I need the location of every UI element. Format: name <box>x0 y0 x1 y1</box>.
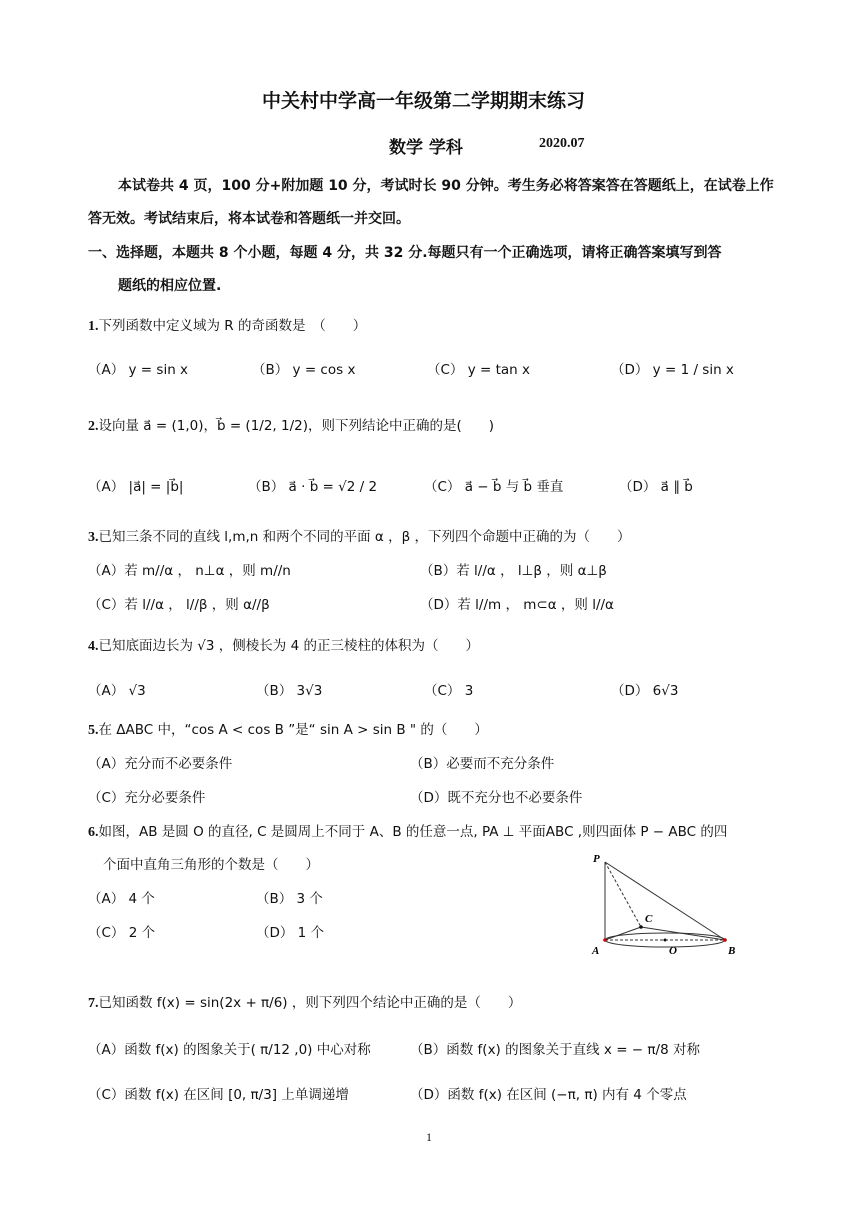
question-stem: 设向量 a⃗ = (1,0)，b⃗ = (1/2, 1/2)，则下列结论中正确的是( ) <box>98 418 495 434</box>
q1-option-b: （B） y = cos x <box>252 362 356 378</box>
question-number: 4. <box>88 639 99 654</box>
label-c: C <box>645 913 653 925</box>
question-number: 5. <box>88 723 99 738</box>
q5-option-d: （D）既不充分也不必要条件 <box>410 790 583 806</box>
question-stem: 已知三条不同的直线 l,m,n 和两个不同的平面 α ，β ，下列四个命题中正确的为（ ） <box>98 529 631 545</box>
q4-option-a: （A） √3 <box>88 683 146 699</box>
section-heading-line-1: 一、选择题，本题共 8 个小题，每题 4 分，共 32 分.每题只有一个正确选项，请将正确答案填写到答 <box>88 245 722 261</box>
q5-option-a: （A）充分而不必要条件 <box>88 756 233 772</box>
q5-option-c: （C）充分必要条件 <box>88 790 206 806</box>
point-c <box>639 925 643 929</box>
label-p: P <box>593 853 600 865</box>
q3-option-c: （C）若 l//α ， l//β ，则 α//β <box>88 597 270 613</box>
q6-option-d: （D） 1 个 <box>256 925 325 941</box>
q3-option-a: （A）若 m//α ， n⊥α ，则 m//n <box>88 563 291 579</box>
question-number: 1. <box>88 319 99 334</box>
question-6-line-2: 个面中直角三角形的个数是（ ） <box>103 857 319 873</box>
page-title: 中关村中学高一年级第二学期期末练习 <box>262 90 586 112</box>
section-heading-line-2: 题纸的相应位置. <box>118 278 222 294</box>
point-b <box>723 938 727 942</box>
q6-option-c: （C） 2 个 <box>88 925 156 941</box>
question-2 <box>88 414 494 435</box>
q7-option-d: （D）函数 f(x) 在区间 (−π, π) 内有 4 个零点 <box>410 1087 687 1103</box>
label-a: A <box>592 945 600 957</box>
label-b: B <box>728 945 736 957</box>
q7-option-b: （B）函数 f(x) 的图象关于直线 x = − π/8 对称 <box>410 1042 700 1058</box>
question-number: 3. <box>88 530 99 545</box>
question-stem: 下列函数中定义域为 R 的奇函数是 （ ） <box>98 318 367 334</box>
intro-line-1: 本试卷共 4 页，100 分+附加题 10 分，考试时长 90 分钟。考生务必将答案答在答题纸上，在试卷上作 <box>118 178 774 194</box>
question-stem: 已知底面边长为 √3 ，侧棱长为 4 的正三棱柱的体积为（ ） <box>98 638 479 654</box>
question-1 <box>88 314 366 335</box>
question-3 <box>88 525 631 546</box>
question-4 <box>88 634 479 655</box>
point-o <box>664 939 667 942</box>
question-6 <box>88 820 727 841</box>
q2-option-b: （B） a⃗ · b⃗ = √2 / 2 <box>248 479 378 495</box>
q7-option-a: （A）函数 f(x) 的图象关于( π/12 ,0) 中心对称 <box>88 1042 371 1058</box>
q6-option-b: （B） 3 个 <box>256 891 323 907</box>
question-5 <box>88 718 488 739</box>
q3-option-d: （D）若 l//m ， m⊂α ，则 l//α <box>420 597 614 613</box>
exam-date: 2020.07 <box>539 136 585 151</box>
q2-option-d: （D） a⃗ ∥ b⃗ <box>619 479 693 495</box>
q5-option-b: （B）必要而不充分条件 <box>410 756 555 772</box>
subject-label: 数学 学科 <box>389 138 463 158</box>
label-o: O <box>669 945 677 957</box>
intro-line-2: 答无效。考试结束后，将本试卷和答题纸一并交回。 <box>88 211 410 227</box>
point-a <box>603 938 607 942</box>
q3-option-b: （B）若 l//α ， l⊥β ，则 α⊥β <box>420 563 607 579</box>
question-stem: 如图，AB 是圆 O 的直径, C 是圆周上不同于 A、B 的任意一点, PA ⊥ 平面ABC ,则四面体 P − ABC 的四 <box>98 824 728 840</box>
edge-pc <box>605 862 641 927</box>
q1-option-d: （D） y = 1 / sin x <box>611 362 734 378</box>
q6-option-a: （A） 4 个 <box>88 891 155 907</box>
edge-pb <box>605 862 725 940</box>
question-7 <box>88 991 521 1012</box>
tetrahedron-figure <box>585 848 745 963</box>
q1-option-c: （C） y = tan x <box>427 362 531 378</box>
q2-option-c: （C） a⃗ − b⃗ 与 b⃗ 垂直 <box>424 479 564 495</box>
q1-option-a: （A） y = sin x <box>88 362 189 378</box>
q4-option-b: （B） 3√3 <box>256 683 323 699</box>
question-stem: 已知函数 f(x) = sin(2x + π/6) ，则下列四个结论中正确的是（ ） <box>98 995 522 1011</box>
question-number: 2. <box>88 419 99 434</box>
q7-option-c: （C）函数 f(x) 在区间 [0, π/3] 上单调递增 <box>88 1087 349 1103</box>
q4-option-d: （D） 6√3 <box>611 683 679 699</box>
question-number: 6. <box>88 825 99 840</box>
question-stem: 在 ΔABC 中，“cos A < cos B ”是“ sin A > sin B " 的（ ） <box>98 722 488 738</box>
question-number: 7. <box>88 996 99 1011</box>
q2-option-a: （A） |a⃗| = |b⃗| <box>88 479 184 495</box>
q4-option-c: （C） 3 <box>424 683 474 699</box>
page-number: 1 <box>426 1130 432 1144</box>
